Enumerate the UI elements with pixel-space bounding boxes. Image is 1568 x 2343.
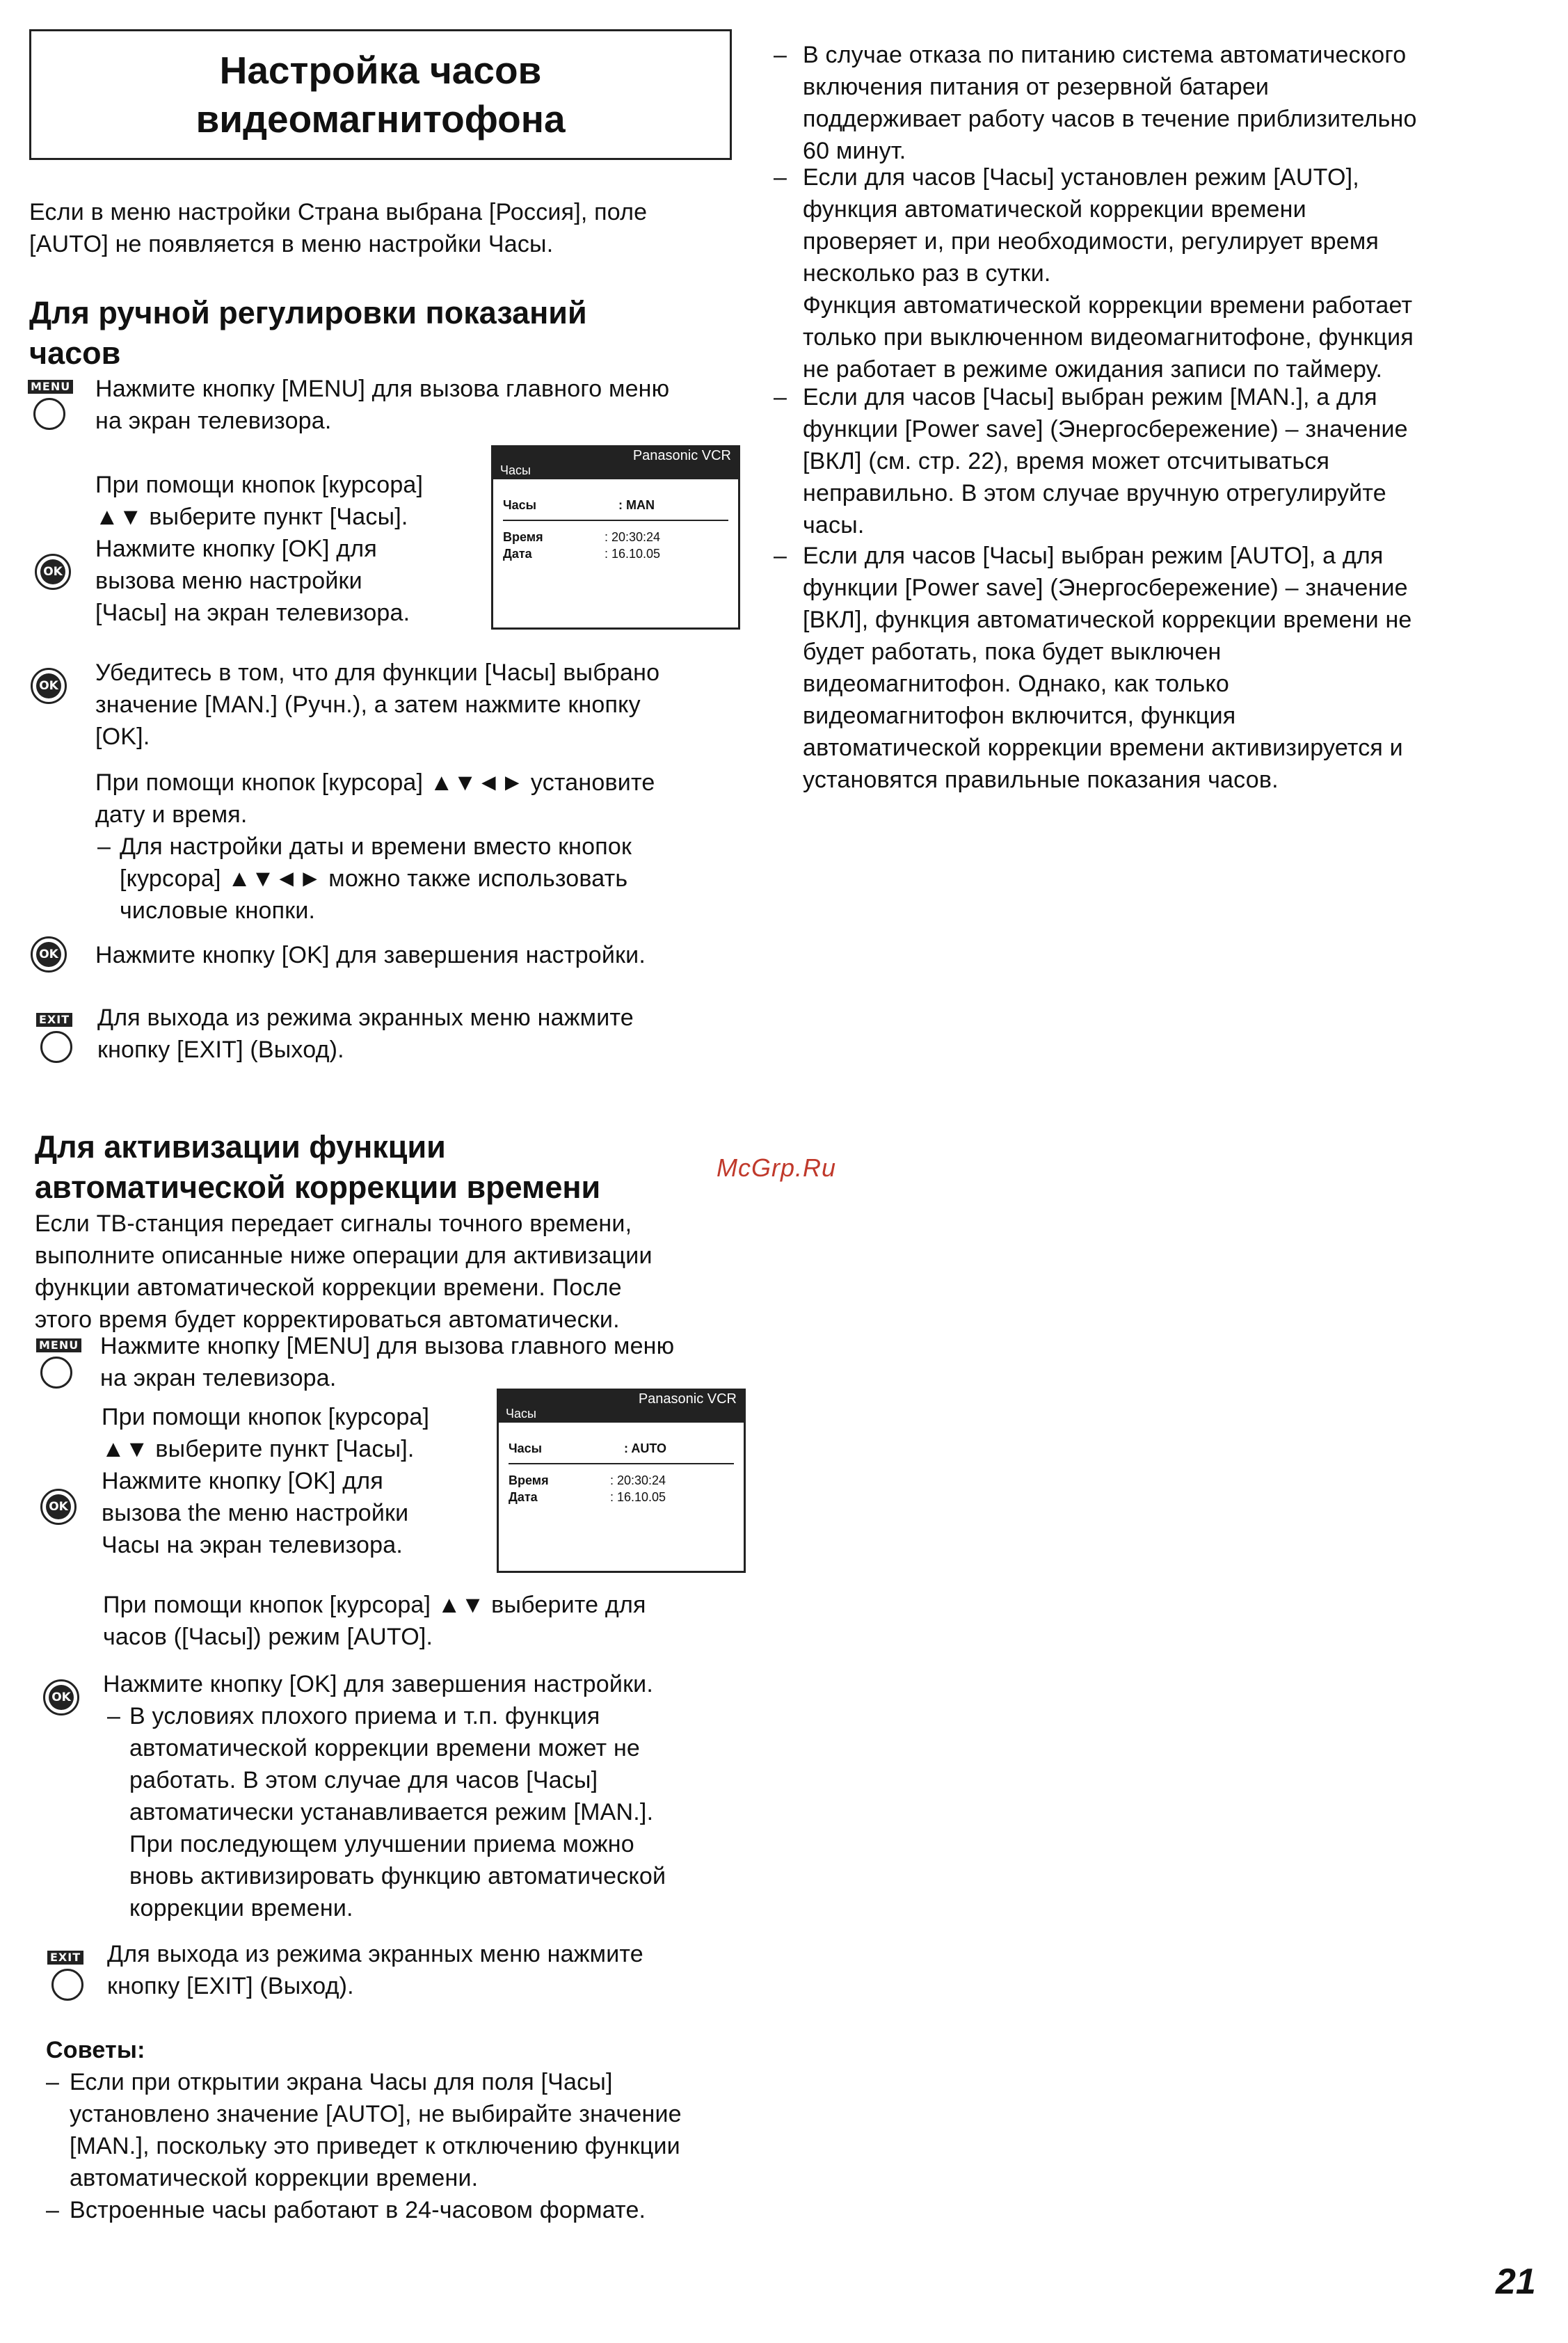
- menu-button-icon: MENU: [36, 1338, 81, 1389]
- auto-heading: Для активизации функции автоматической коррекции времени: [35, 1129, 601, 1205]
- watermark: McGrp.Ru: [717, 1153, 837, 1182]
- tip-24-hour: Встроенные часы работают в 24-часовом формате.: [70, 2197, 646, 2223]
- menu-button-icon: MENU: [28, 380, 73, 430]
- bullet-dash: –: [97, 833, 111, 860]
- tips-heading: Советы:: [46, 2037, 145, 2063]
- intro-paragraph: Если в меню настройки Страна выбрана [Россия], поле [AUTO] не появляется в меню настройки Часы.: [29, 199, 648, 257]
- bullet-dash: –: [46, 2069, 59, 2095]
- page-title-line2: видеомагнитофона: [195, 97, 566, 141]
- page-number: 21: [1496, 2262, 1536, 2302]
- tip-auto-man: Если при открытии экрана Часы для поля [Часы] установлено значение [AUTO], не выбирайте значение [MAN.], поскольку это приведет к отключению функции автоматической коррекции времени.: [70, 2069, 682, 2191]
- auto-step-select-clock: При помощи кнопок [курсора] ▲▼ выберите пункт [Часы]. Нажмите кнопку [OK] для вызова the меню настройки Часы на экран телевизора.: [102, 1404, 430, 1558]
- right-note-auto-check: Если для часов [Часы] установлен режим [AUTO], функция автоматической коррекции времени проверяет и, при необходимости, регулирует время несколько раз в сутки. Функция автоматической коррекции времени работает только при выключенном видеомагнитофоне, функция не работает в режиме ожидания записи по таймеру.: [803, 164, 1414, 383]
- manual-step-menu: Нажмите кнопку [MENU] для вызова главного меню на экран телевизора.: [95, 376, 670, 434]
- manual-step-finish: Нажмите кнопку [OK] для завершения настройки.: [95, 942, 646, 968]
- right-note-power-failure: В случае отказа по питанию система автоматического включения питания от резервной батареи поддерживает работу часов в течение приблизительно 60 минут.: [803, 42, 1417, 164]
- exit-button-icon: EXIT: [36, 1013, 72, 1063]
- page-title-box: [29, 29, 732, 160]
- manual-note-number-keys: Для настройки даты и времени вместо кнопок [курсора] ▲▼◄► можно также использовать числовые кнопки.: [120, 833, 632, 924]
- ok-button-icon: OK: [40, 1489, 77, 1525]
- auto-note-poor-reception: В условиях плохого приема и т.п. функция автоматической коррекции времени может не работать. В этом случае для часов [Часы] автоматически устанавливается режим [MAN.]. При последующем улучшении приема можно вновь активизировать функцию автоматической коррекции времени.: [129, 1703, 666, 1921]
- manual-step-exit: Для выхода из режима экранных меню нажмите кнопку [EXIT] (Выход).: [97, 1005, 634, 1063]
- tv-screen-manual: Panasonic VCR Часы Часы : MAN Время : 20:30:24 Дата : 16.10.05: [491, 445, 740, 630]
- bullet-dash: –: [107, 1703, 120, 1729]
- bullet-dash: –: [774, 543, 787, 569]
- page-title-line1: Настройка часов: [219, 49, 542, 92]
- manual-step-select-clock: При помощи кнопок [курсора] ▲▼ выберите пункт [Часы]. Нажмите кнопку [OK] для вызова меню настройки [Часы] на экран телевизора.: [95, 472, 424, 626]
- bullet-dash: –: [774, 384, 787, 410]
- auto-step-menu: Нажмите кнопку [MENU] для вызова главного меню на экран телевизора.: [100, 1333, 675, 1391]
- ok-button-icon: OK: [31, 668, 67, 704]
- bullet-dash: –: [774, 42, 787, 68]
- bullet-dash: –: [46, 2197, 59, 2223]
- auto-intro: Если ТВ-станция передает сигналы точного времени, выполните описанные ниже операции для активизации функции автоматической коррекции времени. После этого время будет корректироваться автоматически.: [35, 1210, 653, 1333]
- manual-step-set-date-time: При помощи кнопок [курсора] ▲▼◄► установите дату и время.: [95, 769, 655, 828]
- bullet-dash: –: [774, 164, 787, 191]
- exit-button-icon: EXIT: [47, 1951, 83, 2001]
- ok-button-icon: OK: [43, 1679, 79, 1716]
- ok-button-icon: OK: [35, 554, 71, 590]
- right-note-auto-power-save: Если для часов [Часы] выбран режим [AUTO], а для функции [Power save] (Энергосбережение) – значение [ВКЛ], функция автоматической коррекции времени не будет работать, пока будет выключен видеомагнитофон. Однако, как только видеомагнитофон включится, функция автоматической коррекции времени активизируется и установятся правильные показания часов.: [803, 543, 1412, 793]
- auto-step-finish: Нажмите кнопку [OK] для завершения настройки.: [103, 1671, 653, 1697]
- auto-step-exit: Для выхода из режима экранных меню нажмите кнопку [EXIT] (Выход).: [107, 1941, 643, 1999]
- auto-step-select-auto: При помощи кнопок [курсора] ▲▼ выберите для часов ([Часы]) режим [AUTO].: [103, 1592, 646, 1650]
- ok-button-icon: OK: [31, 936, 67, 973]
- manual-step-confirm-man: Убедитесь в том, что для функции [Часы] выбрано значение [MAN.] (Ручн.), а затем нажмите кнопку [OK].: [95, 659, 660, 750]
- right-note-man-power-save: Если для часов [Часы] выбран режим [MAN.], а для функции [Power save] (Энергосбережение) – значение [ВКЛ] (см. стр. 22), время может отсчитываться неправильно. В этом случае вручную отрегулируйте часы.: [803, 384, 1408, 538]
- tv-screen-auto: Panasonic VCR Часы Часы : AUTO Время : 20:30:24 Дата : 16.10.05: [497, 1389, 746, 1573]
- manual-heading: Для ручной регулировки показаний часов: [29, 295, 587, 371]
